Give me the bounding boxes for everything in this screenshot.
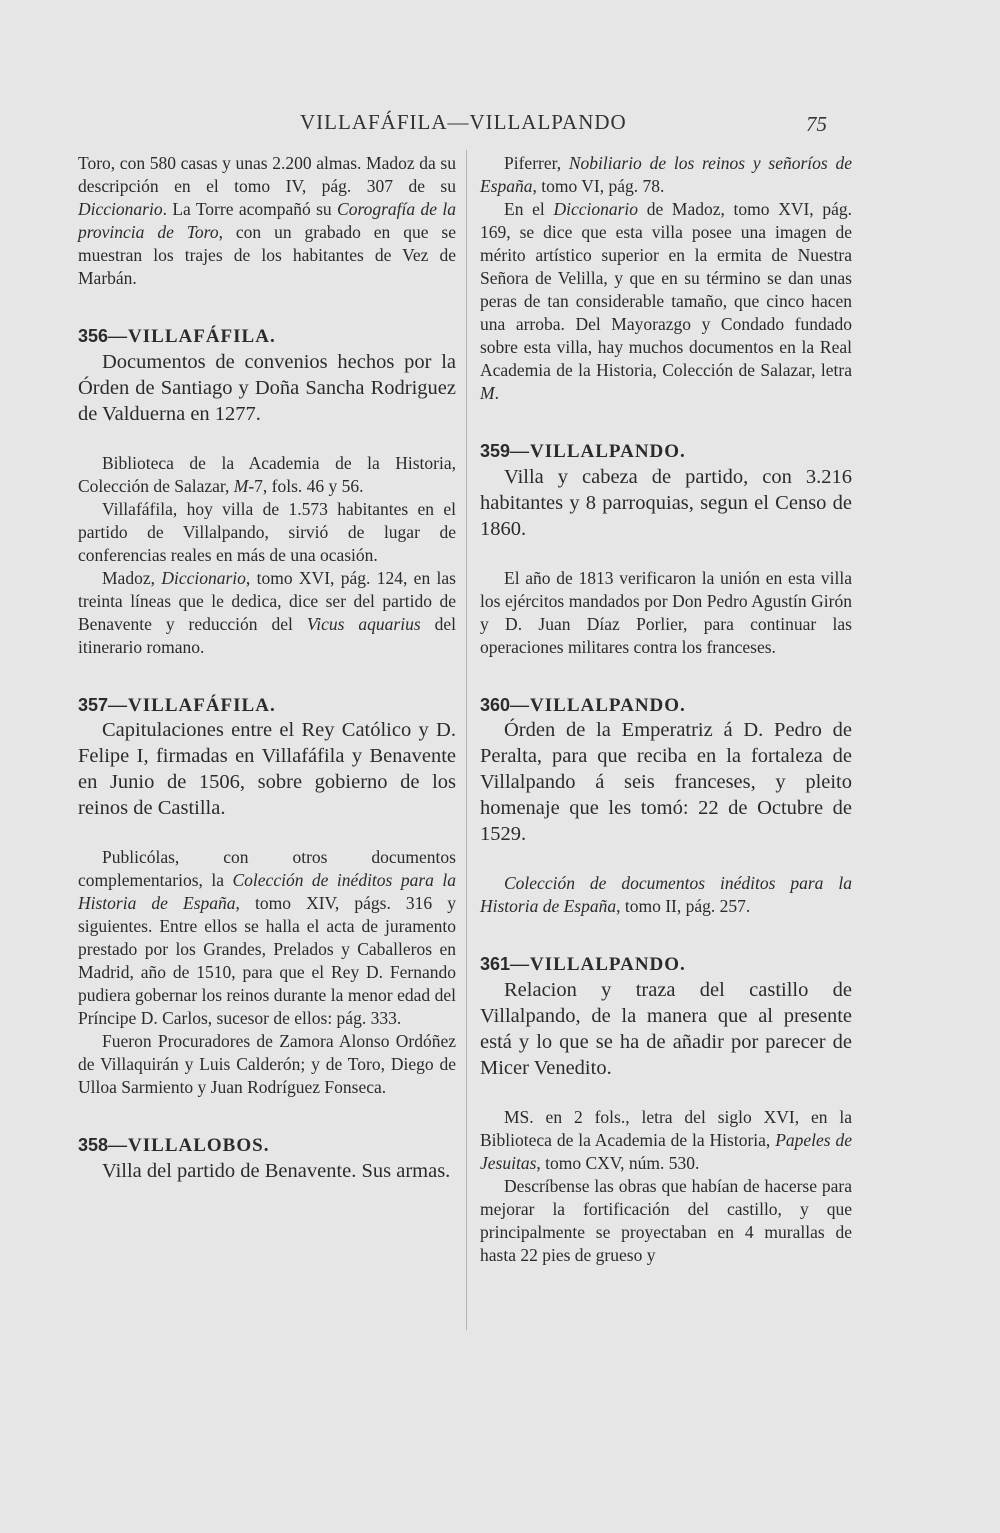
entry-number: 357 [78,694,109,715]
entry-heading-356 [78,325,456,349]
entry-heading-361 [480,953,852,977]
italic-text: Vicus aquarius [306,613,421,634]
text: del itinerario romano. [78,613,456,657]
text: Madoz, [102,567,162,588]
text: , tomo XVI, pág. 124, en las treinta líneas que le dedica, dice ser del partido de Benavente y reducción del [78,567,456,634]
text: Piferrer, [504,153,569,173]
text: . [494,383,499,403]
italic-text: M [480,383,495,403]
entry-title: —VILLALOBOS. [108,1135,270,1156]
right-column [480,152,852,1267]
column-divider [466,150,467,1330]
entry-title: —VILLAFÁFILA. [108,694,276,716]
text: Publicólas, con otros documentos complementarios, la [78,847,456,890]
text: , tomo II, pág. 257. [616,896,751,916]
italic-text: Nobiliario de los reinos y señoríos de España [480,153,852,196]
entry-title: —VILLALPANDO. [510,954,686,975]
running-title: VILLAFÁFILA—VILLALPANDO [300,110,627,134]
page-header [0,110,1000,140]
right-intro-paragraph-2 [480,198,852,405]
text: , tomo CXV, núm. 530. [536,1152,700,1173]
entry-note-357: Fueron Procuradores de Zamora Alonso Ordóñez de Villaquirán y Luis Calderón; y de Toro, Diego de Ulloa Sarmiento y Juan Rodríguez Fonseca. [78,1031,456,1097]
entry-number: 360 [480,694,511,715]
italic-text: Diccionario [161,567,246,588]
spacer [480,847,852,872]
entry-document-359: Villa y cabeza de partido, con 3.216 habitantes y 8 parroquias, segun el Censo de 1860. [480,465,852,540]
italic-text: Diccionario [78,199,163,219]
entry-heading-357 [78,694,456,718]
italic-text: M [233,475,249,496]
entry-source-356 [78,452,456,498]
text: -7, fols. 46 y 56. [248,475,364,496]
entry-heading-358 [78,1134,456,1158]
text: En el [504,199,554,219]
entry-document-357: Capitulaciones entre el Rey Católico y D. Felipe I, firmadas en Villafáfila y Benavente en Junio de 1506, sobre gobierno de los reinos de Castilla. [78,719,456,819]
text: . La Torre acompañó su [162,199,338,219]
italic-text: Diccionario [553,199,639,219]
spacer [78,821,456,846]
spacer [480,542,852,567]
spacer [78,427,456,452]
text: , tomo VI, pág. 78. [532,176,665,196]
entry-note-361: Descríbense las obras que habían de hacerse para mejorar la fortificación del castillo, y que principalmente se proyectaban en 4 murallas de hasta 22 pies de grueso y [480,1175,852,1265]
spacer [78,290,456,325]
entry-note-356-a: Villafáfila, hoy villa de 1.573 habitantes en el partido de Villalpando, sirvió de lugar de conferencias reales en más de una ocasión. [78,498,456,565]
text: Toro, con 580 casas y unas 2.200 almas. Madoz da su descripción en el tomo IV, pág. 307 de su [78,153,456,196]
entry-document-360: Órden de la Emperatriz á D. Pedro de Peralta, para que reciba en la fortaleza de Villalpando á seis franceses, y pleito homenaje que les tomó: 22 de Octubre de 1529. [480,719,852,845]
text: de Madoz, tomo XVI, pág. 169, se dice que esta villa posee una imagen de mérito artístico superior en la ermita de Nuestra Señora de Velilla, y que en su término se dan unas peras de tan considerable tamaño, que cinco hacen una arroba. Del Mayorazgo y Condado fundado sobre esta villa, hay muchos documentos en la Real Academia de la Historia, Colección de Salazar, letra [480,199,852,380]
text: MS. en 2 fols., letra del siglo XVI, en la Biblioteca de la Academia de la Historia, [480,1106,852,1150]
italic-text: Corografía de la provincia de Toro [78,199,457,242]
spacer [480,659,852,694]
entry-document-356: Documentos de convenios hechos por la Órden de Santiago y Doña Sancha Rodriguez de Valduerna en 1277. [78,350,456,425]
spacer [480,405,852,440]
entry-source-361 [480,1106,852,1175]
entry-heading-360 [480,694,852,718]
entry-number: 356 [78,326,109,346]
left-column [78,152,456,1184]
entry-note-359: El año de 1813 verificaron la unión en esta villa los ejércitos mandados por Don Pedro Agustín Girón y D. Juan Díaz Porlier, para continuar las operaciones militares contra los franceses. [480,567,852,657]
spacer [480,1081,852,1106]
spacer [78,659,456,694]
entry-source-357 [78,846,456,1030]
right-intro-paragraph [480,152,852,198]
entry-number: 359 [480,441,511,461]
spacer [78,1099,456,1134]
entry-number: 358 [78,1135,109,1155]
text: , tomo XIV, págs. 316 y siguientes. Entre ellos se halla el acta de juramento prestado por los Grandes, Prelados y Caballeros en Madrid, año de 1510, para que el Rey D. Fernando pudiera gobernar los reinos durante la menor edad del Príncipe D. Carlos, sucesor de ellos: pág. 333. [78,893,456,1028]
entry-heading-359 [480,440,852,464]
entry-title: —VILLALPANDO. [510,694,686,716]
entry-title: —VILLALPANDO. [510,441,686,462]
entry-document-361: Relacion y traza del castillo de Villalpando, de la manera que al presente está y lo que se ha de añadir por parecer de Micer Venedito. [480,978,852,1079]
italic-text: Colección de documentos inéditos para la Historia de España [480,873,852,916]
text: Biblioteca de la Academia de la Historia, Colección de Salazar, [78,452,456,496]
spacer [480,918,852,953]
left-intro-paragraph [78,152,456,290]
entry-number: 361 [480,954,511,974]
italic-text: Papeles de Jesuitas [480,1129,852,1173]
text: , con un grabado en que se muestran los trajes de los habitantes de Vez de Marbán. [78,222,456,288]
page-number: 75 [806,112,827,136]
entry-note-356-b [78,567,456,659]
entry-title: —VILLAFÁFILA. [108,326,276,347]
entry-document-358: Villa del partido de Benavente. Sus armas. [102,1159,451,1182]
italic-text: Colección de inéditos para la Historia de España [78,870,456,913]
entry-source-360 [480,872,852,918]
